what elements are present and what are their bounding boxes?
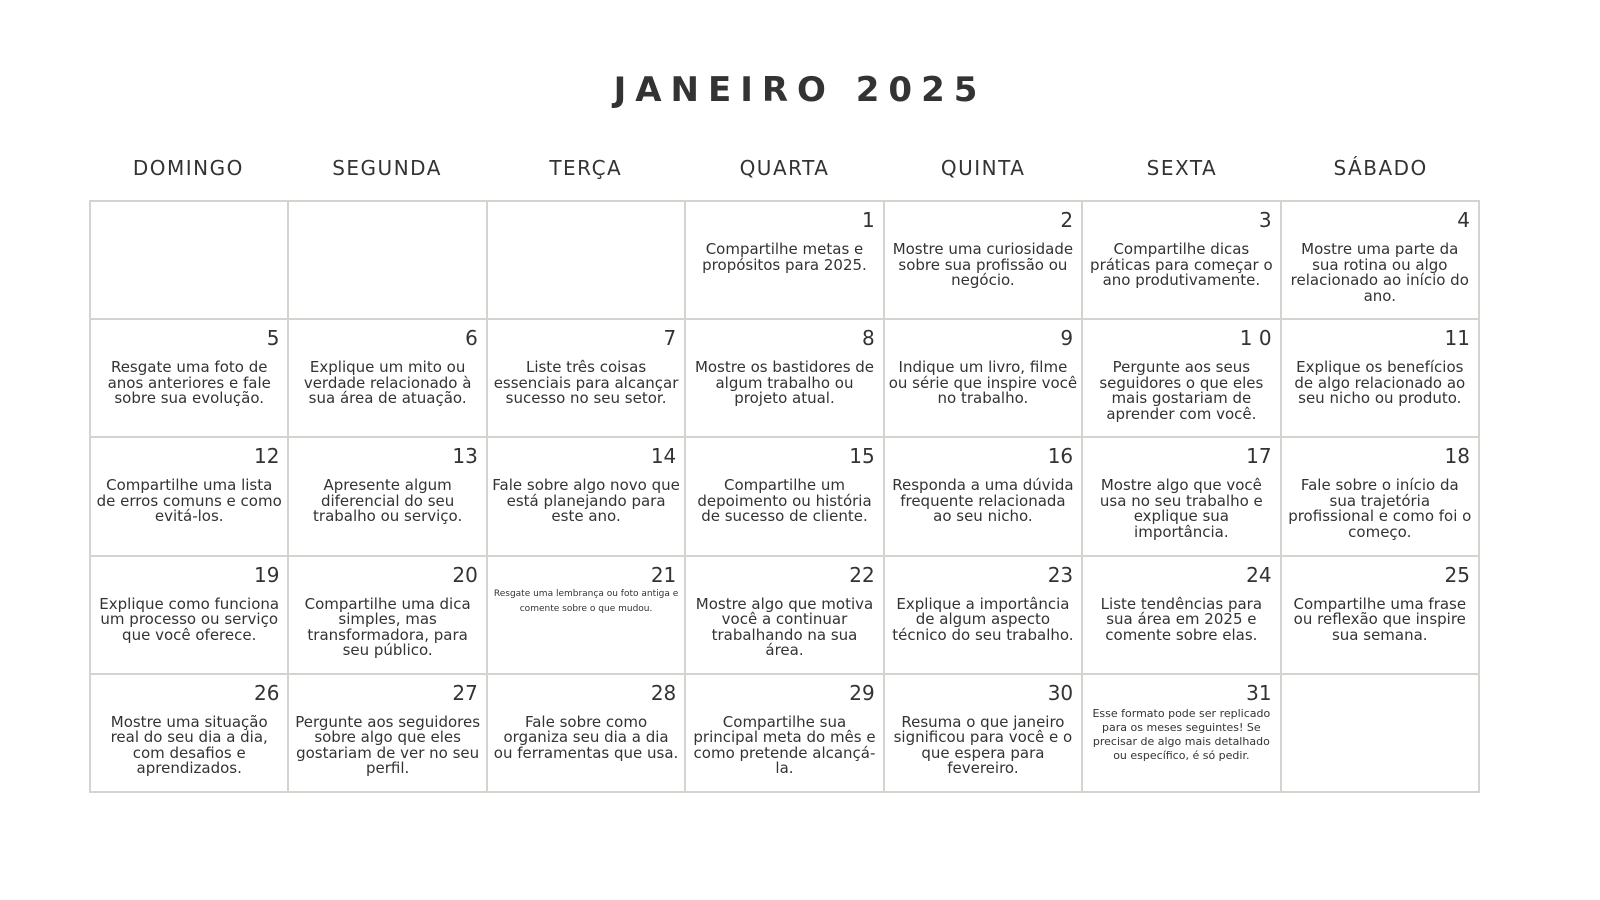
calendar-cell <box>1282 557 1480 675</box>
calendar-cell <box>1083 320 1281 438</box>
day-number: 31 <box>1246 680 1272 705</box>
day-number: 6 <box>465 326 478 351</box>
weekday-thursday: QUINTA <box>940 156 1026 180</box>
day-prompt: Responda a uma dúvida frequente relacionada ao seu nicho. <box>892 476 1074 526</box>
day-number: 21 <box>650 562 677 587</box>
calendar-cell <box>686 202 884 320</box>
calendar-cell <box>91 438 289 556</box>
day-number: 3 <box>1258 208 1272 232</box>
weekday-friday: SEXTA <box>1146 156 1218 180</box>
calendar-cell <box>885 320 1083 438</box>
calendar-cell <box>91 675 289 793</box>
calendar-cell <box>686 320 884 438</box>
calendar-cell <box>488 320 686 438</box>
day-number: 30 <box>1047 680 1074 705</box>
calendar-cell <box>1083 202 1281 320</box>
calendar-cell <box>1083 557 1281 675</box>
day-number: 7 <box>663 326 677 351</box>
day-prompt: Mostre algo que motiva você a continuar trabalhando na sua área. <box>695 594 874 660</box>
calendar-cell <box>488 438 686 556</box>
calendar-cell <box>91 320 289 438</box>
day-prompt: Compartilhe uma frase ou reflexão que inspire sua semana. <box>1293 594 1467 644</box>
day-prompt: Compartilhe metas e propósitos para 2025. <box>702 240 867 274</box>
day-prompt: Esse formato pode ser replicado para os meses seguintes! Se precisar de algo mais detalhado ou específico, é só pedir. <box>1092 706 1271 762</box>
day-prompt: Resgate uma lembrança ou foto antiga e comente sobre o que mudou. <box>493 588 679 614</box>
day-prompt: Compartilhe um depoimento ou história de sucesso de cliente. <box>697 476 872 526</box>
day-number: 25 <box>1444 562 1470 587</box>
calendar-cell-empty <box>289 202 487 320</box>
calendar-cell <box>885 438 1083 556</box>
weekday-saturday: SÁBADO <box>1333 156 1428 180</box>
calendar-cell-empty <box>91 202 289 320</box>
day-prompt: Liste tendências para sua área em 2025 e comente sobre elas. <box>1100 594 1263 644</box>
day-number: 2 <box>1060 208 1074 232</box>
calendar-cell <box>686 557 884 675</box>
calendar-cell <box>488 675 686 793</box>
day-number: 19 <box>253 562 280 587</box>
day-prompt: Compartilhe uma dica simples, mas transformadora, para seu público. <box>304 594 471 660</box>
day-prompt: Mostre os bastidores de algum trabalho ou projeto atual. <box>694 358 875 408</box>
day-number: 23 <box>1047 562 1074 587</box>
calendar-cell <box>1282 202 1480 320</box>
day-number: 1 0 <box>1239 326 1272 351</box>
day-number: 4 <box>1457 208 1470 232</box>
weekday-tuesday: TERÇA <box>549 156 623 180</box>
weekday-monday: SEGUNDA <box>332 156 442 180</box>
day-number: 8 <box>861 326 875 351</box>
day-number: 15 <box>849 444 875 469</box>
calendar-cell <box>488 557 686 675</box>
day-prompt: Compartilhe dicas práticas para começar o ano produtivamente. <box>1090 240 1273 289</box>
day-number: 5 <box>266 326 280 351</box>
calendar-cell <box>289 320 487 438</box>
weekday-sunday: DOMINGO <box>132 156 244 180</box>
calendar-cell <box>1083 675 1281 793</box>
day-number: 14 <box>650 444 677 469</box>
day-prompt: Explique a importância de algum aspecto técnico do seu trabalho. <box>892 594 1074 644</box>
day-prompt: Explique um mito ou verdade relacionado à sua área de atuação. <box>303 358 472 408</box>
day-number: 26 <box>253 680 280 705</box>
calendar-cell <box>289 675 487 793</box>
day-prompt: Mostre uma situação real do seu dia a dia, com desafios e aprendizados. <box>110 712 268 778</box>
calendar-cell <box>885 202 1083 320</box>
day-number: 27 <box>452 680 478 705</box>
calendar-cell <box>885 675 1083 793</box>
day-prompt: Compartilhe sua principal meta do mês e como pretende alcançá-la. <box>693 712 876 778</box>
day-number: 1 <box>861 208 875 232</box>
day-prompt: Fale sobre algo novo que está planejando para este ano. <box>492 476 680 526</box>
calendar-title: JANEIRO 2025 <box>613 70 987 110</box>
day-prompt: Liste três coisas essenciais para alcançar sucesso no seu setor. <box>493 358 679 408</box>
weekday-header-row <box>89 156 1480 180</box>
day-number: 20 <box>452 562 478 587</box>
calendar-cell <box>885 557 1083 675</box>
day-number: 13 <box>452 444 478 469</box>
calendar-cell-empty <box>488 202 686 320</box>
day-prompt: Mostre algo que você usa no seu trabalho e explique sua importância. <box>1099 476 1263 541</box>
calendar-cell <box>1083 438 1281 556</box>
calendar-cell <box>686 438 884 556</box>
day-prompt: Pergunte aos seus seguidores o que eles mais gostariam de aprender com você. <box>1099 358 1264 423</box>
calendar-cell <box>289 438 487 556</box>
day-number: 11 <box>1444 326 1470 351</box>
day-number: 17 <box>1246 444 1272 469</box>
calendar-cell <box>1282 320 1480 438</box>
calendar-grid <box>89 200 1480 793</box>
day-prompt: Explique como funciona um processo ou serviço que você oferece. <box>99 594 280 644</box>
day-number: 22 <box>849 562 875 587</box>
day-prompt: Resuma o que janeiro significou para você e o que espera para fevereiro. <box>893 712 1073 778</box>
day-number: 12 <box>253 444 280 469</box>
day-prompt: Fale sobre o início da sua trajetória profissional e como foi o começo. <box>1288 476 1472 541</box>
calendar-cell-empty <box>1282 675 1480 793</box>
calendar-cell <box>1282 438 1480 556</box>
day-number: 16 <box>1047 444 1074 469</box>
day-prompt: Resgate uma foto de anos anteriores e fale sobre sua evolução. <box>107 358 271 408</box>
day-prompt: Compartilhe uma lista de erros comuns e como evitá-los. <box>96 476 282 526</box>
day-prompt: Fale sobre como organiza seu dia a dia ou ferramentas que usa. <box>493 712 679 762</box>
day-prompt: Apresente algum diferencial do seu trabalho ou serviço. <box>313 476 463 526</box>
day-number: 28 <box>650 680 677 705</box>
calendar-cell <box>686 675 884 793</box>
day-prompt: Mostre uma curiosidade sobre sua profissão ou negócio. <box>892 240 1074 289</box>
day-number: 18 <box>1444 444 1470 469</box>
day-number: 9 <box>1060 326 1074 351</box>
calendar-cell <box>91 557 289 675</box>
day-prompt: Explique os benefícios de algo relacionado ao seu nicho ou produto. <box>1294 358 1466 408</box>
day-number: 29 <box>849 680 875 705</box>
day-prompt: Pergunte aos seguidores sobre algo que eles gostariam de ver no seu perfil. <box>295 712 481 778</box>
day-prompt: Indique um livro, filme ou série que inspire você no trabalho. <box>888 358 1078 408</box>
day-number: 24 <box>1246 562 1272 587</box>
calendar-cell <box>289 557 487 675</box>
weekday-wednesday: QUARTA <box>739 156 830 180</box>
day-prompt: Mostre uma parte da sua rotina ou algo relacionado ao início do ano. <box>1290 240 1469 305</box>
